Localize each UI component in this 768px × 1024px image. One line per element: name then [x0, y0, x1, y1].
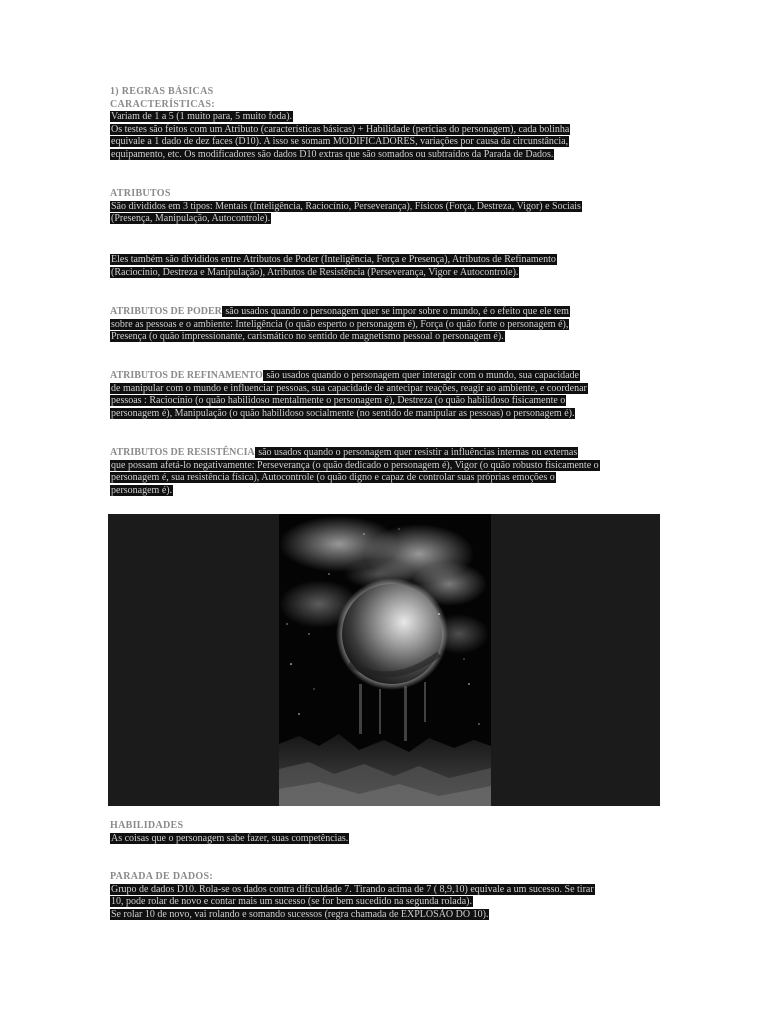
section-title: ATRIBUTOS DE RESISTÊNCIA [110, 447, 255, 458]
text-line: (Presença, Manipulação, Autocontrole). [111, 213, 271, 225]
text-line: Eles também são divididos entre Atributos de Poder (Inteligência, Força e Presença), Atributos de Refinamento [111, 254, 556, 265]
text-line: equipamento, etc. Os modificadores são dados D10 extras que são somados ou subtraídos da Parada de Dados. [111, 148, 554, 160]
text-line: equivale a 1 dado de dez faces (D10). A isso se somam MODIFICADORES, variações por causa da circunstância, [111, 136, 569, 148]
text-line: Variam de 1 a 5 (1 muito para, 5 muito foda). [111, 111, 293, 123]
section-subtitle: CARACTERÍSTICAS: [110, 98, 215, 110]
text-line: Grupo de dados D10. Rola-se os dados contra dificuldade 7. Tirando acima de 7 ( 8,9,10) equivale a um sucesso. Se tirar [111, 883, 594, 895]
poder-section [110, 306, 658, 344]
atributos-section [110, 188, 658, 226]
text-line: são usados quando o personagem quer interagir com o mundo, sua capacidade [263, 370, 579, 381]
section-title: ATRIBUTOS DE REFINAMENTO [110, 370, 263, 381]
text-line: 10, pode rolar de novo e contar mais um sucesso (se for bem sucedido na segunda rolada). [111, 896, 473, 908]
section-title: PARADA DE DADOS: [110, 871, 213, 882]
text-line: (Raciocínio, Destreza e Manipulação), Atributos de Resistência (Perseverança, Vigor e Autocontrole). [111, 266, 519, 278]
text-line: personagem é), Manipulação (o quão habilidoso socialmente (no sentido de manipular as pessoas) o personagem é). [111, 407, 575, 419]
section-title: 1) REGRAS BÁSICAS [110, 86, 214, 97]
parada-section [110, 871, 658, 921]
text-line: são usados quando o personagem quer se impor sobre o mundo, é o efeito que ele tem [222, 306, 569, 317]
basic-rules-section [110, 86, 658, 162]
text-line: sobre as pessoas e o ambiente: Inteligência (o quão esperto o personagem é), Força (o quão forte o personagem é), [111, 318, 569, 330]
text-line: que possam afetá-lo negativamente: Perseverança (o quão dedicado o personagem é), Vigor (o quão robusto fisicamente o [111, 459, 599, 471]
section-title: HABILIDADES [110, 820, 184, 831]
section-title: ATRIBUTOS DE PODER [110, 306, 222, 317]
text-line: Presença (o quão impressionante, carismático no sentido de magnetismo pessoal o personagem é). [111, 331, 504, 343]
text-line: personagem é, sua resistência física), Autocontrole (o quão digno e capaz de controlar suas próprias emoções o [111, 472, 555, 484]
atributos-division-paragraph [110, 254, 658, 279]
section-title: ATRIBUTOS [110, 188, 171, 199]
text-line: Se rolar 10 de novo, vai rolando e somando sucessos (regra chamada de EXPLOSÃO DO 10). [111, 908, 489, 920]
image-frame [108, 514, 660, 806]
text-line: São divididos em 3 tipos: Mentais (Inteligência, Raciocínio, Perseverança), Físicos (Força, Destreza, Vigor) e Sociais [111, 200, 581, 212]
habilidades-section [110, 820, 658, 845]
text-line: pessoas : Raciocínio (o quão habilidoso mentalmente o personagem é), Destreza (o quão habilidoso fisicamente o [111, 395, 566, 407]
text-line: Os testes são feitos com um Atributo (características básicas) + Habilidade (perícias do personagem), cada bolinha [111, 123, 570, 135]
refinamento-section [110, 370, 658, 420]
planet-nebula-illustration [279, 514, 491, 806]
text-line: personagem é). [111, 484, 173, 496]
text-line: de manipular com o mundo e influenciar pessoas, sua capacidade de antecipar reações, reagir ao ambiente, e coordenar [111, 382, 587, 394]
resistencia-section [110, 447, 658, 497]
text-line: são usados quando o personagem quer resistir a influências internas ou externas [255, 447, 578, 458]
text-line: As coisas que o personagem sabe fazer, suas competências. [111, 832, 349, 844]
